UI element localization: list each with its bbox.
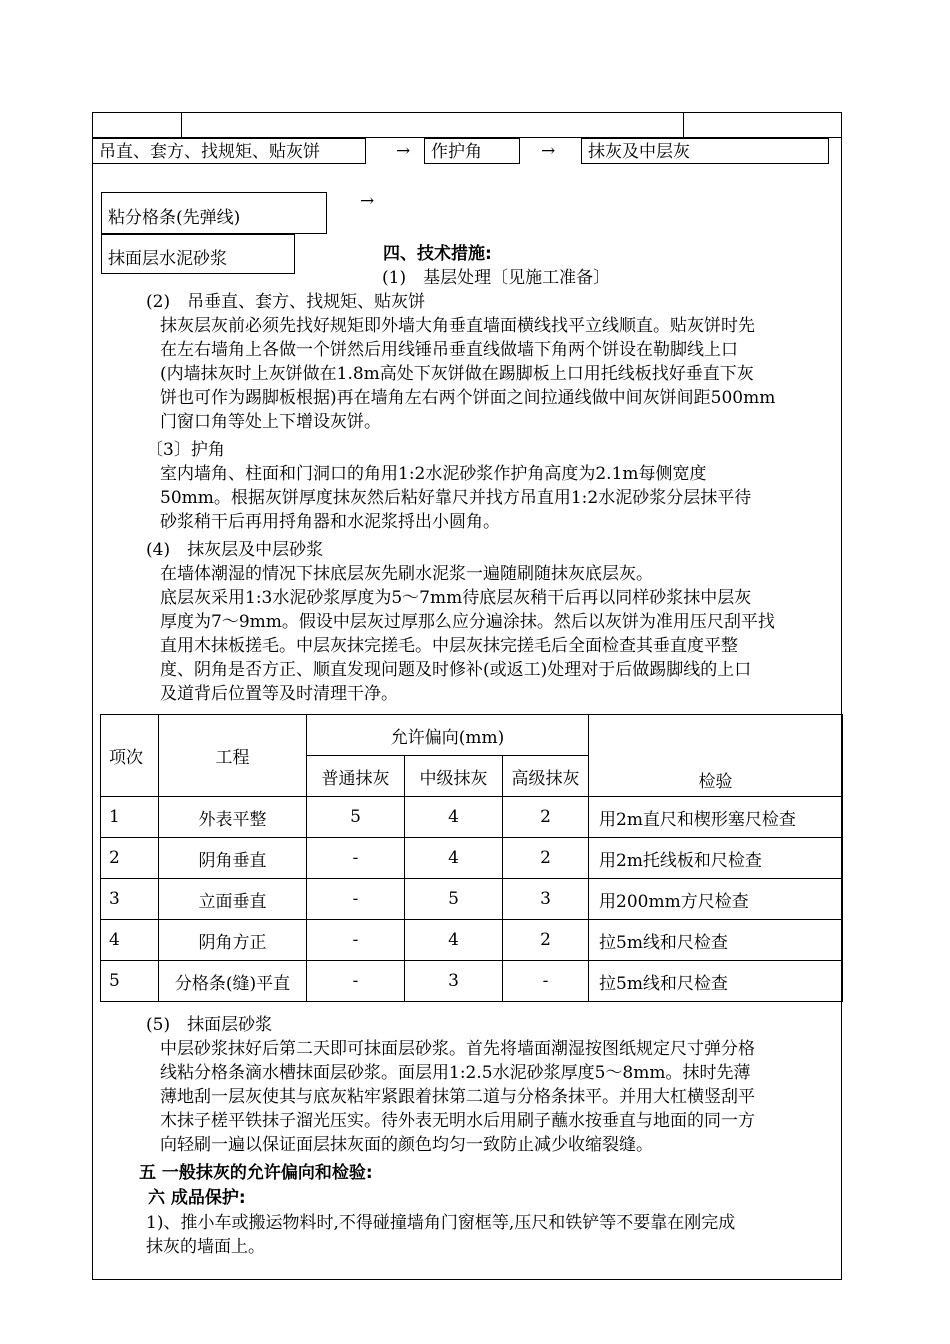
flow-step-base-coat-label: 抹灰及中层灰 [588,142,690,162]
cell-high: 2 [503,838,589,879]
cell-high: 2 [503,797,589,838]
flow-arrow-2: → [541,141,556,161]
table-row [101,838,843,879]
item4-title: (4) 抹灰层及中层砂浆 [146,540,324,560]
flow-arrow-3: → [360,191,375,211]
cell-index: 2 [101,838,159,879]
flow-step-plumb-label: 吊直、套方、找规矩、贴灰饼 [99,142,320,162]
flow-step-finish-coat [101,234,295,274]
header-divider-2 [683,112,684,138]
flow-step-corner [424,138,520,164]
table-header-row [101,715,843,756]
flow-step-plumb [92,138,366,164]
item2-line: 饼也可作为踢脚板根据)再在墙角左右两个饼面之间拉通线做中间灰饼间距500mm [160,388,776,408]
cell-index: 1 [101,797,159,838]
cell-project: 分格条(缝)平直 [159,961,307,1002]
cell-project: 阴角垂直 [159,838,307,879]
cell-mid: 4 [405,838,503,879]
item2-line: (内墙抹灰时上灰饼做在1.8m高处下灰饼做在踢脚板上口用托线板找好垂直下灰 [160,364,754,384]
item2-line: 抹灰层灰前必须先找好规矩即外墙大角垂直墙面横线找平立线顺直。贴灰饼时先 [160,316,755,336]
cell-mid: 5 [405,879,503,920]
cell-check: 用200mm方尺检查 [589,879,843,920]
cell-project: 阴角方正 [159,920,307,961]
item3-line: 室内墙角、柱面和门洞口的角用1:2水泥砂浆作护角高度为2.1m每侧宽度 [160,464,707,484]
table-row [101,920,843,961]
section6-line: 抹灰的墙面上。 [146,1237,265,1257]
cell-normal: - [307,879,405,920]
section5-title: 五 一般抹灰的允许偏向和检验: [139,1163,373,1183]
flow-step-corner-label: 作护角 [431,142,482,162]
flow-step-divider-strip [101,192,327,234]
cell-high: 3 [503,879,589,920]
table-row [101,797,843,838]
flow-step-divider-strip-label: 粘分格条(先弹线) [108,208,241,228]
item2-line: 在左右墙角上各做一个饼然后用线锤吊垂直线做墙下角两个饼设在勒脚线上口 [160,340,738,360]
header-normal: 普通抹灰 [307,756,405,797]
cell-index: 4 [101,920,159,961]
cell-high: 2 [503,920,589,961]
cell-check: 用2m直尺和楔形塞尺检查 [589,797,843,838]
flow-step-finish-coat-label: 抹面层水泥砂浆 [108,249,227,269]
cell-normal: - [307,961,405,1002]
item4-line: 在墙体潮湿的情况下抹底层灰先刷水泥浆一遍随刷随抹灰底层灰。 [160,564,653,584]
item3-line: 50mm。根据灰饼厚度抹灰然后粘好靠尺并找方吊直用1:2水泥砂浆分层抹平待 [160,488,752,508]
table-row [101,879,843,920]
item5-line: 线粘分格条滴水槽抹面层砂浆。面层用1:2.5水泥砂浆厚度5～8mm。抹时先薄 [160,1063,751,1083]
item2-line: 门窗口角等处上下增设灰饼。 [160,412,381,432]
cell-check: 拉5m线和尺检查 [589,961,843,1002]
cell-index: 3 [101,879,159,920]
item4-line: 底层灰采用1:3水泥砂浆厚度为5～7mm待底层灰稍干后再以同样砂浆抹中层灰 [160,588,752,608]
deviation-table [100,714,843,1002]
cell-index: 5 [101,961,159,1002]
item3-title: 〔3〕护角 [146,440,225,460]
flow-arrow-1: → [396,141,411,161]
item5-line: 中层砂浆抹好后第二天即可抹面层砂浆。首先将墙面潮湿按图纸规定尺寸弹分格 [160,1039,755,1059]
item5-line: 木抹子槎平铁抹子溜光压实。待外表无明水后用刷子蘸水按垂直与地面的同一方 [160,1111,755,1131]
item5-line: 薄地刮一层灰使其与底灰粘牢紧跟着抹第二道与分格条抹平。并用大杠横竖刮平 [160,1087,755,1107]
flow-step-base-coat [581,138,829,164]
header-check: 检验 [589,715,843,797]
cell-project: 立面垂直 [159,879,307,920]
section6-title: 六 成品保护: [148,1188,246,1208]
cell-mid: 4 [405,920,503,961]
item3-line: 砂浆稍干后再用捋角器和水泥浆捋出小圆角。 [160,512,500,532]
cell-normal: - [307,838,405,879]
section4-title: 四、技术措施: [383,244,492,264]
item4-line: 度、阴角是否方正、顺直发现问题及时修补(或返工)处理对于后做踢脚线的上口 [160,660,752,680]
cell-check: 拉5m线和尺检查 [589,920,843,961]
item2-title: (2) 吊垂直、套方、找规矩、贴灰饼 [146,292,426,312]
cell-high: - [503,961,589,1002]
item4-line: 直用木抹板搓毛。中层灰抹完搓毛。中层灰抹完搓毛后全面检查其垂直度平整 [160,636,738,656]
cell-mid: 3 [405,961,503,1002]
header-deviation: 允许偏向(mm) [307,715,589,756]
cell-project: 外表平整 [159,797,307,838]
header-high: 高级抹灰 [503,756,589,797]
header-project: 工程 [159,715,307,797]
item4-line: 厚度为7～9mm。假设中层灰过厚那么应分遍涂抹。然后以灰饼为准用压尺刮平找 [160,612,775,632]
header-divider-1 [181,112,182,138]
table-row [101,961,843,1002]
cell-mid: 4 [405,797,503,838]
item5-line: 向轻刷一遍以保证面层抹灰面的颜色均匀一致防止减少收缩裂缝。 [160,1135,653,1155]
header-mid: 中级抹灰 [405,756,503,797]
cell-check: 用2m托线板和尺检查 [589,838,843,879]
cell-normal: - [307,920,405,961]
item5-title: (5) 抹面层砂浆 [146,1015,273,1035]
header-index: 项次 [101,715,159,797]
cell-normal: 5 [307,797,405,838]
section4-item1: (1) 基层处理〔见施工准备〕 [382,268,611,288]
section6-line: 1)、推小车或搬运物料时,不得碰撞墙角门窗框等,压尺和铁铲等不要靠在刚完成 [146,1213,736,1233]
item4-line: 及道背后位置等及时清理干净。 [160,684,398,704]
